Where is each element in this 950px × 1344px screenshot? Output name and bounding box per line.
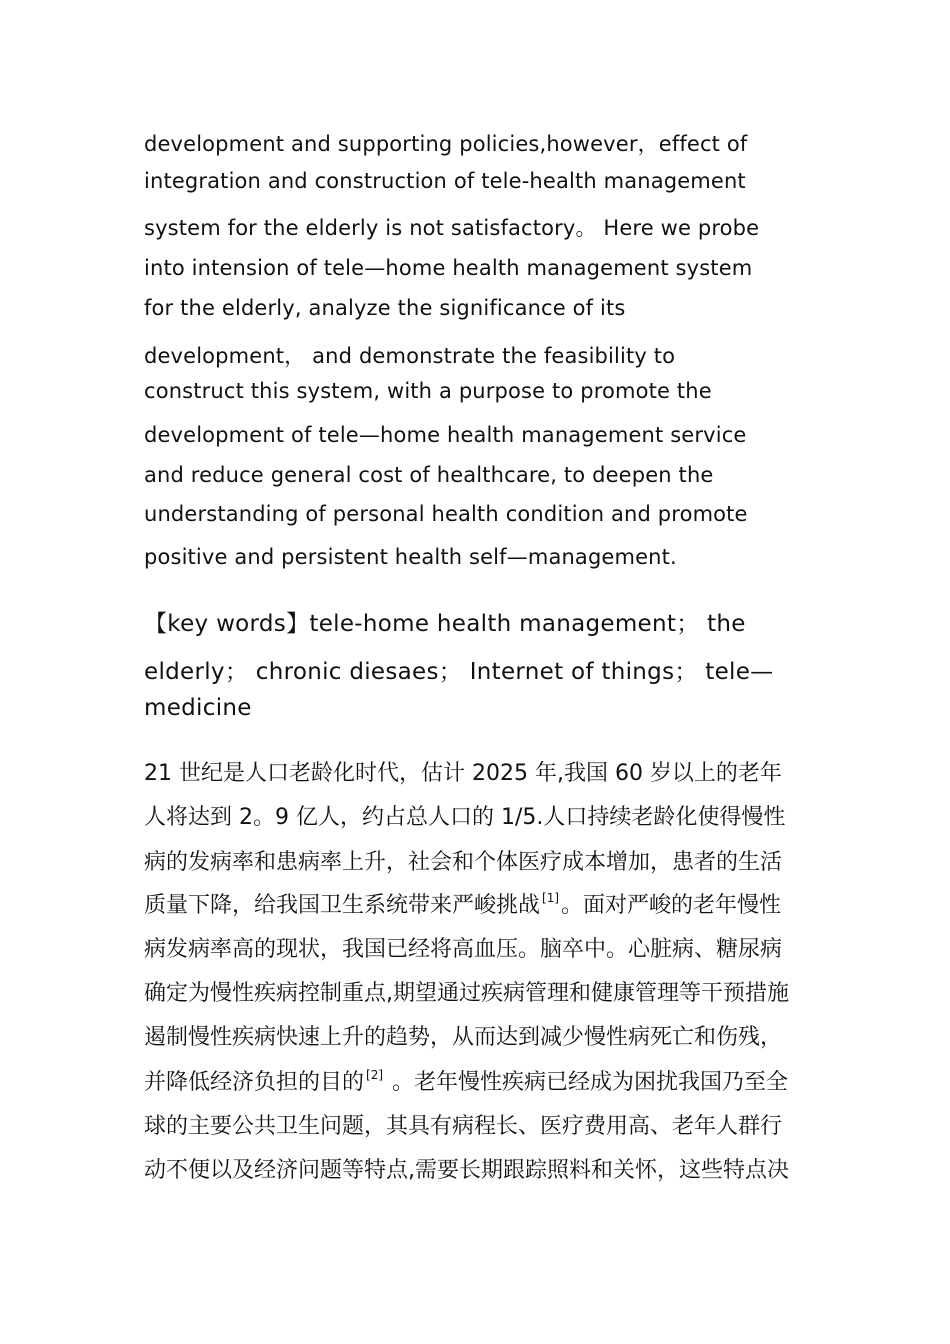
body-line: 动不便以及经济问题等特点,需要长期跟踪照料和关怀，这些特点决 (144, 1158, 789, 1183)
abstract-line: for the elderly, analyze the significance of its (144, 296, 626, 320)
body-line: 病的发病率和患病率上升，社会和个体医疗成本增加，患者的生活 (144, 850, 783, 875)
body-line-text: 并降低经济负担的目的 (144, 1070, 365, 1095)
body-line (144, 1065, 788, 1096)
body-line-text: 。老年慢性疾病已经成为困扰我国乃至全 (385, 1070, 789, 1095)
abstract-line: positive and persistent health self—management. (144, 545, 677, 569)
body-line: 21 世纪是人口老龄化时代，估计 2025 年,我国 60 岁以上的老年 (144, 761, 782, 786)
body-line: 遏制慢性疾病快速上升的趋势，从而达到减少慢性病死亡和伤残， (144, 1025, 783, 1050)
abstract-line: development of tele—home health management service (144, 423, 747, 447)
abstract-line: understanding of personal health condition and promote (144, 502, 748, 526)
abstract-line: system for the elderly is not satisfactory。 Here we probe (144, 216, 760, 240)
keywords-line: medicine (144, 695, 252, 721)
citation-marker: [2] (366, 1068, 384, 1082)
abstract-line: development and supporting policies,however，effect of (144, 132, 748, 156)
body-line-text: 质量下降，给我国卫生系统带来严峻挑战 (144, 893, 541, 918)
citation-marker: [1] (542, 891, 560, 905)
keywords-line: 【key words】tele-home health management； the (144, 611, 746, 637)
abstract-line: and reduce general cost of healthcare, to deepen the (144, 463, 714, 487)
body-line-text: 。面对严峻的老年慢性 (561, 893, 782, 918)
body-line (144, 888, 781, 919)
keywords-line: elderly； chronic diesaes； Internet of things； tele— (144, 659, 774, 685)
body-line: 人将达到 2。9 亿人，约占总人口的 1/5.人口持续老龄化使得慢性 (144, 805, 786, 830)
body-line: 病发病率高的现状，我国已经将高血压。脑卒中。心脏病、糖尿病 (144, 937, 783, 962)
body-line: 确定为慢性疾病控制重点,期望通过疾病管理和健康管理等干预措施 (144, 981, 789, 1006)
body-line: 球的主要公共卫生问题，其具有病程长、医疗费用高、老年人群行 (144, 1114, 783, 1139)
abstract-line: into intension of tele—home health management system (144, 256, 753, 280)
abstract-line: integration and construction of tele-health management (144, 169, 746, 193)
abstract-line: construct this system, with a purpose to promote the (144, 379, 712, 403)
abstract-line: development， and demonstrate the feasibility to (144, 344, 676, 368)
